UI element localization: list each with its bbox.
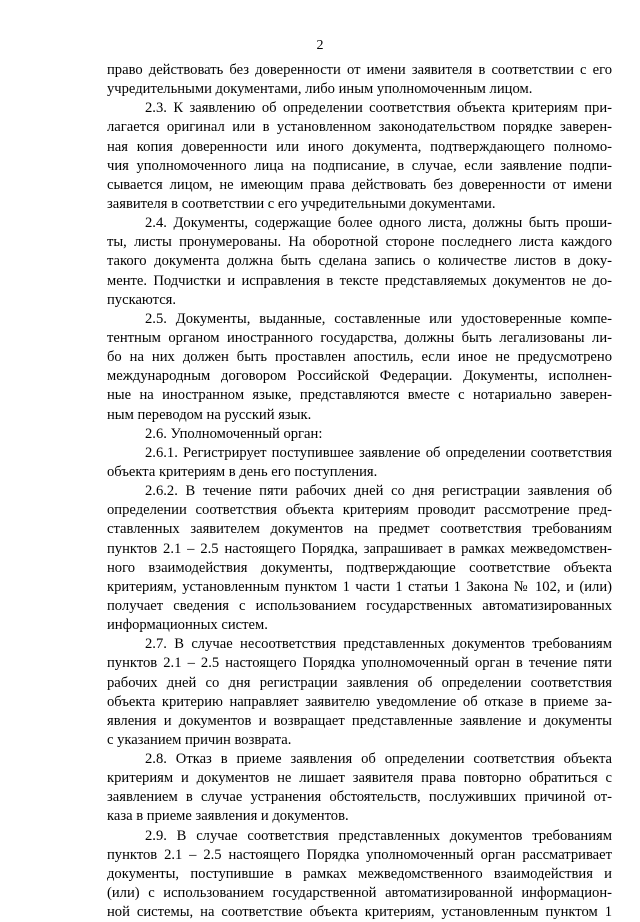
text-line: сывается лицом, не имеющим права действовать без доверенности от имени [107,176,612,193]
text-line: 2.6. Уполномоченный орган: [145,425,323,442]
text-line: 2.4. Документы, содержащие более одного листа, должны быть проши- [145,215,612,232]
text-line: ставленных заявителем документов на предмет соответствия требованиям [107,521,612,538]
text-line: объекта критерию направляет заявителю уведомление об отказе в приеме за- [107,693,612,710]
text-line: бо на них должен быть проставлен апостиль, если иное не предусмотрено [107,349,612,366]
text-line: получает сведения с использованием государственных автоматизированных [107,597,612,614]
text-line: определении соответствия объекта критериям проводит рассмотрение пред- [107,502,612,519]
text-line: рабочих дней со дня регистрации заявления об определении соответствия [107,674,612,691]
text-line: 2.9. В случае соответствия представленных документов требованиям [145,827,612,844]
text-line: критериям и документов не лишает заявителя права повторно обратиться с [107,770,612,787]
text-line: пунктов 2.1 – 2.5 настоящего Порядка уполномоченный орган в течение пяти [107,655,612,672]
text-line: лагается оригинал или в установленном законодательством порядке заверен- [107,119,612,136]
text-line: с указанием причин возврата. [107,731,292,748]
text-line: критериям, установленным пунктом 1 части 1 статьи 1 Закона № 102, и (или) [107,578,612,595]
text-line: ные на иностранном языке, представляются вместе с нотариально заверен- [107,387,612,404]
page-number: 2 [316,38,324,53]
text-line: документы, поступившие в рамках межведомственного взаимодействия и [107,865,612,882]
text-line: пунктов 2.1 – 2.5 настоящего Порядка уполномоченный орган рассматривает [107,846,612,863]
text-line: ты, листы пронумерованы. На оборотной стороне последнего листа каждого [107,234,612,251]
text-line: ной системы, на соответствие объекта критериям, установленным пунктом 1 [107,904,612,921]
text-line: (или) с использованием государственной автоматизированной информацион- [107,885,612,902]
text-line: 2.6.2. В течение пяти рабочих дней со дня регистрации заявления об [145,483,612,500]
text-line: 2.8. Отказ в приеме заявления об определении соответствия объекта [145,751,612,768]
text-line: заявлением в случае устранения обстоятельств, послуживших причиной от- [107,789,612,806]
text-line: такого документа должна быть сделана запись о количестве листов в доку- [107,253,612,270]
text-line: ная копия доверенности или иного документа, подтверждающего полномо- [107,138,612,155]
text-line: менте. Подчистки и исправления в тексте представляемых документов не до- [107,272,612,289]
text-line: международным договором Российской Федерации. Документы, исполнен- [107,368,612,385]
text-line: 2.5. Документы, выданные, составленные или удостоверенные компе- [145,310,612,327]
document-body [107,61,612,922]
text-line: заявителя в соответствии с его учредительными документами. [107,195,496,212]
text-line: тентным органом иностранного государства, должны быть легализованы ли- [107,329,612,346]
text-line: каза в приеме заявления и документов. [107,808,349,825]
text-line: пунктов 2.1 – 2.5 настоящего Порядка, запрашивает в рамках межведомствен- [107,540,612,557]
text-line: объекта критериям в день его поступления. [107,463,378,480]
text-line: явления и документов и возвращает представленные заявление и документы [107,712,612,729]
text-line: информационных систем. [107,617,268,634]
text-line: чия уполномоченного лица на подписание, в случае, если заявление подпи- [107,157,612,174]
text-line: учредительными документами, либо иным уполномоченным лицом. [107,81,533,98]
text-line: 2.6.1. Регистрирует поступившее заявление об определении соответствия [145,444,612,461]
text-line: 2.3. К заявлению об определении соответствия объекта критериям при- [145,100,612,117]
text-line: пускаются. [107,291,177,308]
text-line: ным переводом на русский язык. [107,406,312,423]
text-line: 2.7. В случае несоответствия представленных документов требованиям [145,636,612,653]
text-line: ного взаимодействия документы, подтверждающие соответствие объекта [107,559,612,576]
text-line: право действовать без доверенности от имени заявителя в соответствии с его [107,62,612,78]
